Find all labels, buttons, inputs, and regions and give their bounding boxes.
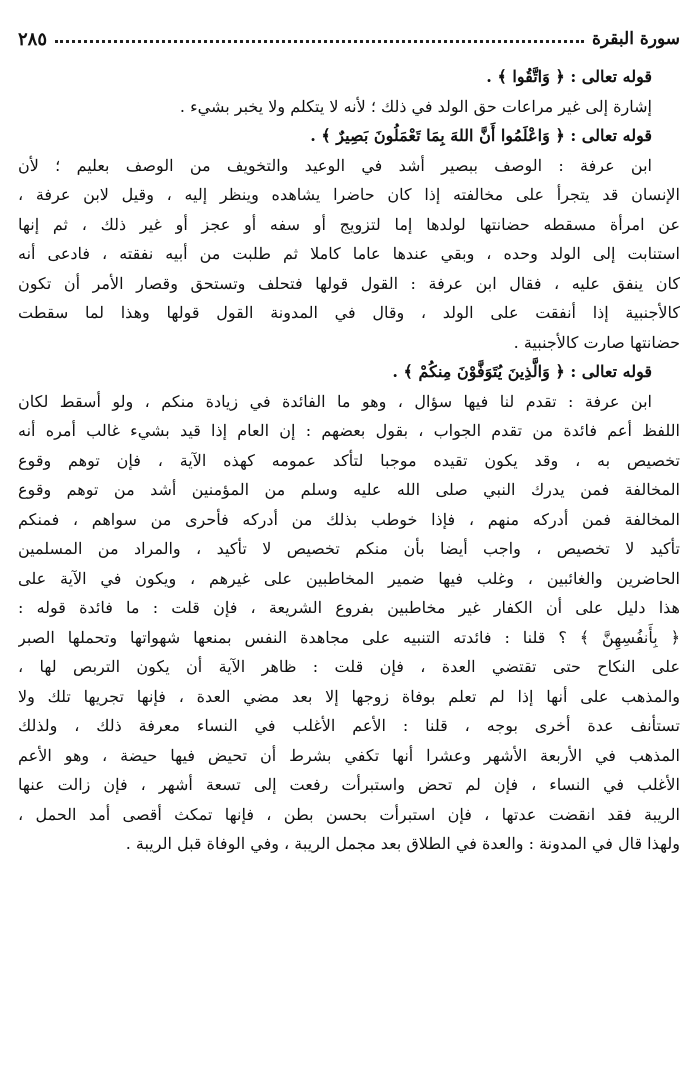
text-line: والمذهب على أنها إذا لم تعلم بوفاة زوجها إلا بعد مضي العدة ، فإنها تجريها تلك ولا: [18, 686, 680, 706]
text-line: المذهب في الأربعة الأشهر وعشرا أنها تكفي بشرط أن تحيض فيها حيضة ، وهو الأعم: [18, 745, 680, 765]
text-line: إشارة إلى غير مراعات حق الولد في ذلك ؛ لأنه لا يتكلم ولا يخبر بشيء .: [179, 96, 652, 116]
text-line: ابن عرفة : الوصف ببصير أشد في الوعيد والتخويف من الوصف بعليم ؛ لأن: [18, 155, 653, 175]
text-line: الحاضرين والغائبين ، وغلب فيها ضمير المخاطبين على غيرهم ، ويكون في الآية على: [18, 568, 680, 588]
text-line: قوله تعالى : ﴿ وَاتَّقُوا ﴾ .: [486, 67, 652, 86]
text-line: المخالفة فمن أدركه منهم ، فإذا خوطب بذلك من أدركه فأحرى من سواهم ، فمنكم: [18, 509, 680, 529]
text-line: حضانتها صارت كالأجنبية .: [513, 332, 680, 352]
text-line: على النكاح حتى تقتضي العدة ، فإن قلت : ظاهر الآية أن يكون التربص لها ،: [18, 657, 680, 676]
text-line: ﴿ بِأَنفُسِهِنَّ ﴾ ؟ قلنا : فائدته التنبيه على مجاهدة النفس بمنعها شهواتها وتحملها الصبر: [18, 627, 680, 647]
text-line: كان ينفق عليه ، فقال ابن عرفة : القول قولها فتحلف وتستحق وقصار الأمر أن تكون: [18, 273, 680, 293]
text-line: ولهذا قال في المدونة : والعدة في الطلاق بعد مجمل الريبة ، وفي الوفاة قبل الريبة .: [125, 834, 680, 853]
text-line: اللفظ أعم فائدة من تقدم الجواب ، بقول بعضهم : إن العام إذا قيد بشيء غالب أمره أنه: [18, 421, 680, 440]
text-line: تأكيد لا تخصيص ، واجب أيضا بأن منكم تخصيص لا تأكيد ، والمراد من المسلمين: [18, 539, 680, 558]
text-line: تخصيص به ، وقد يكون تقيده موجبا لتأكد عمومه كهذه الآية ، فإن توهم وقوع: [18, 450, 680, 470]
text-line: الإنسان قد يتجرأ على مخالفته إذا كان حاضرا يشاهده وينظر إليه ، وقيل لابن عرفة ،: [18, 185, 680, 204]
surah-title: سورة البقرة: [592, 29, 680, 49]
text-line: المخالفة فمن يدرك النبي صلى الله عليه وسلم من المؤمنين أشد من توهم وقوع: [18, 480, 680, 499]
text-line: كالأجنبية إذا أنفقت على الولد ، وقال في المدونة القول قولها وهذا لما سقطت: [18, 303, 680, 322]
text-line: هذا دليل على أن الكفار غير مخاطبين بفروع الشريعة ، فإن قلت : ما فائدة قوله :: [18, 598, 680, 617]
page-number: ٢٨٥: [18, 28, 48, 50]
text-line: قوله تعالى : ﴿ وَالَّذِينَ يُتَوَفَّوْنَ مِنكُمْ ﴾ .: [392, 362, 652, 381]
text-line: تستأنف عدة أخرى بوجه ، قلنا : الأعم الأغلب في النساء معرفة ذلك ، ولذلك: [18, 716, 680, 735]
text-line: الريبة فقد انقضت عدتها ، فإن استبرأت بحسن بطن ، فإنها تمكث أقصى أمد الحمل ،: [18, 804, 680, 824]
document-page: [18, 26, 680, 1066]
text-line: الأغلب في النساء ، فإن لم تحض واستبرأت رفعت إلى تسعة أشهر ، فإن زالت عنها: [18, 775, 680, 794]
text-line: عن امرأة مسقطه حضانتها لولدها إما لتزويج أو سفه أو عجز أو غير ذلك ، ثم إنها: [18, 214, 680, 234]
header-dotted-rule: [55, 40, 584, 43]
text-line: استنابت إلى الولد وحده ، وبقي عندها عاما كاملا ثم طلبت من أبيه نفقته ، فادعى أنه: [18, 244, 680, 263]
page-header: [18, 26, 680, 52]
page-body: [18, 62, 680, 859]
text-line: ابن عرفة : تقدم لنا فيها سؤال ، وهو ما الفائدة في زيادة منكم ، ولو أسقط لكان: [18, 391, 653, 411]
text-line: قوله تعالى : ﴿ وَاعْلَمُوا أَنَّ اللهَ بِمَا تَعْمَلُونَ بَصِيرٌ ﴾ .: [310, 126, 652, 145]
